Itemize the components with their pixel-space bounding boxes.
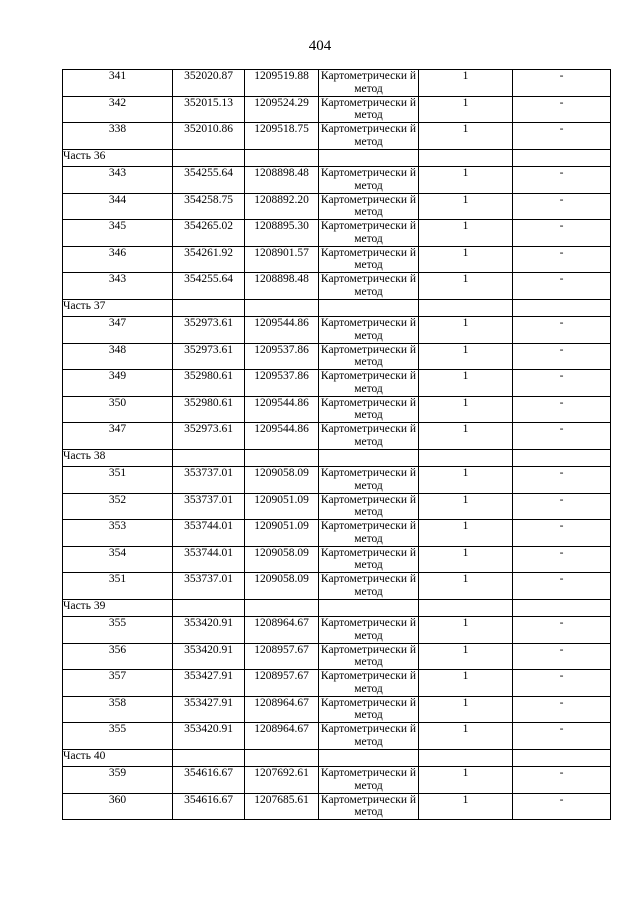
y-coordinate-cell: 1208892.20	[245, 193, 319, 220]
method-text: Картометрически й метод	[320, 220, 417, 245]
method-text: Картометрически й метод	[320, 520, 417, 545]
table-row	[63, 467, 611, 494]
method-cell	[319, 520, 419, 547]
x-coordinate-cell: 354265.02	[173, 220, 245, 247]
table-row	[63, 793, 611, 820]
table-row	[63, 370, 611, 397]
method-cell	[319, 220, 419, 247]
description-cell: -	[513, 723, 611, 750]
description-cell: -	[513, 573, 611, 600]
method-text: Картометрически й метод	[320, 493, 417, 518]
description-cell: -	[513, 70, 611, 97]
description-cell: -	[513, 643, 611, 670]
empty-cell	[245, 449, 319, 467]
empty-cell	[245, 149, 319, 167]
method-cell	[319, 617, 419, 644]
method-cell	[319, 273, 419, 300]
empty-cell	[513, 449, 611, 467]
y-coordinate-cell: 1209544.86	[245, 396, 319, 423]
part-label: Часть 40	[63, 749, 173, 767]
part-header-row	[63, 149, 611, 167]
part-header-row	[63, 749, 611, 767]
y-coordinate-cell: 1208957.67	[245, 643, 319, 670]
x-coordinate-cell: 353427.91	[173, 670, 245, 697]
method-text: Картометрически й метод	[320, 696, 417, 721]
x-coordinate-cell: 353744.01	[173, 520, 245, 547]
point-number-cell: 351	[63, 573, 173, 600]
accuracy-cell: 1	[419, 317, 513, 344]
table-row	[63, 573, 611, 600]
description-cell: -	[513, 546, 611, 573]
method-text: Картометрически й метод	[320, 193, 417, 218]
x-coordinate-cell: 352973.61	[173, 317, 245, 344]
accuracy-cell: 1	[419, 343, 513, 370]
y-coordinate-cell: 1209524.29	[245, 96, 319, 123]
table-row	[63, 343, 611, 370]
method-text: Картометрически й метод	[320, 123, 417, 148]
accuracy-cell: 1	[419, 793, 513, 820]
accuracy-cell: 1	[419, 520, 513, 547]
method-text: Картометрически й метод	[320, 617, 417, 642]
description-cell: -	[513, 396, 611, 423]
accuracy-cell: 1	[419, 96, 513, 123]
x-coordinate-cell: 352973.61	[173, 343, 245, 370]
table-row	[63, 670, 611, 697]
method-cell	[319, 246, 419, 273]
x-coordinate-cell: 353420.91	[173, 723, 245, 750]
x-coordinate-cell: 352010.86	[173, 123, 245, 150]
empty-cell	[245, 299, 319, 317]
table-row	[63, 123, 611, 150]
part-label: Часть 36	[63, 149, 173, 167]
y-coordinate-cell: 1209518.75	[245, 123, 319, 150]
method-text: Картометрически й метод	[320, 670, 417, 695]
coordinates-table-body	[63, 70, 611, 820]
table-row	[63, 246, 611, 273]
method-cell	[319, 423, 419, 450]
accuracy-cell: 1	[419, 246, 513, 273]
empty-cell	[513, 749, 611, 767]
accuracy-cell: 1	[419, 767, 513, 794]
x-coordinate-cell: 354261.92	[173, 246, 245, 273]
x-coordinate-cell: 352980.61	[173, 396, 245, 423]
part-label: Часть 39	[63, 599, 173, 617]
description-cell: -	[513, 520, 611, 547]
point-number-cell: 349	[63, 370, 173, 397]
y-coordinate-cell: 1209058.09	[245, 573, 319, 600]
empty-cell	[513, 299, 611, 317]
accuracy-cell: 1	[419, 220, 513, 247]
method-text: Картометрически й метод	[320, 246, 417, 271]
x-coordinate-cell: 353427.91	[173, 696, 245, 723]
x-coordinate-cell: 354616.67	[173, 767, 245, 794]
empty-cell	[173, 599, 245, 617]
x-coordinate-cell: 354616.67	[173, 793, 245, 820]
method-cell	[319, 343, 419, 370]
empty-cell	[513, 599, 611, 617]
x-coordinate-cell: 352015.13	[173, 96, 245, 123]
empty-cell	[173, 749, 245, 767]
accuracy-cell: 1	[419, 123, 513, 150]
method-cell	[319, 573, 419, 600]
table-row	[63, 317, 611, 344]
accuracy-cell: 1	[419, 423, 513, 450]
point-number-cell: 345	[63, 220, 173, 247]
table-row	[63, 767, 611, 794]
method-text: Картометрически й метод	[320, 767, 417, 792]
table-row	[63, 423, 611, 450]
accuracy-cell: 1	[419, 696, 513, 723]
part-label: Часть 38	[63, 449, 173, 467]
point-number-cell: 347	[63, 423, 173, 450]
y-coordinate-cell: 1208898.48	[245, 273, 319, 300]
accuracy-cell: 1	[419, 493, 513, 520]
description-cell: -	[513, 273, 611, 300]
method-cell	[319, 193, 419, 220]
table-row	[63, 396, 611, 423]
method-cell	[319, 546, 419, 573]
y-coordinate-cell: 1209537.86	[245, 370, 319, 397]
method-text: Картометрически й метод	[320, 723, 417, 748]
description-cell: -	[513, 246, 611, 273]
method-cell	[319, 793, 419, 820]
description-cell: -	[513, 670, 611, 697]
description-cell: -	[513, 96, 611, 123]
point-number-cell: 357	[63, 670, 173, 697]
method-text: Картометрически й метод	[320, 70, 417, 95]
empty-cell	[419, 449, 513, 467]
accuracy-cell: 1	[419, 70, 513, 97]
description-cell: -	[513, 220, 611, 247]
point-number-cell: 354	[63, 546, 173, 573]
point-number-cell: 343	[63, 273, 173, 300]
accuracy-cell: 1	[419, 546, 513, 573]
point-number-cell: 359	[63, 767, 173, 794]
method-text: Картометрически й метод	[320, 343, 417, 368]
x-coordinate-cell: 353420.91	[173, 617, 245, 644]
method-text: Картометрически й метод	[320, 370, 417, 395]
description-cell: -	[513, 370, 611, 397]
empty-cell	[419, 149, 513, 167]
point-number-cell: 341	[63, 70, 173, 97]
description-cell: -	[513, 696, 611, 723]
method-text: Картометрически й метод	[320, 167, 417, 192]
description-cell: -	[513, 123, 611, 150]
table-row	[63, 696, 611, 723]
method-cell	[319, 767, 419, 794]
method-cell	[319, 96, 419, 123]
point-number-cell: 358	[63, 696, 173, 723]
empty-cell	[173, 449, 245, 467]
accuracy-cell: 1	[419, 573, 513, 600]
y-coordinate-cell: 1207692.61	[245, 767, 319, 794]
part-header-row	[63, 299, 611, 317]
method-text: Картометрически й метод	[320, 96, 417, 121]
table-row	[63, 70, 611, 97]
method-text: Картометрически й метод	[320, 643, 417, 668]
point-number-cell: 351	[63, 467, 173, 494]
y-coordinate-cell: 1208964.67	[245, 696, 319, 723]
accuracy-cell: 1	[419, 617, 513, 644]
description-cell: -	[513, 317, 611, 344]
x-coordinate-cell: 353737.01	[173, 573, 245, 600]
method-text: Картометрически й метод	[320, 467, 417, 492]
table-row	[63, 493, 611, 520]
x-coordinate-cell: 352973.61	[173, 423, 245, 450]
table-row	[63, 520, 611, 547]
x-coordinate-cell: 352020.87	[173, 70, 245, 97]
y-coordinate-cell: 1209051.09	[245, 520, 319, 547]
empty-cell	[513, 149, 611, 167]
empty-cell	[319, 449, 419, 467]
table-row	[63, 96, 611, 123]
x-coordinate-cell: 353737.01	[173, 467, 245, 494]
x-coordinate-cell: 353744.01	[173, 546, 245, 573]
point-number-cell: 356	[63, 643, 173, 670]
empty-cell	[419, 299, 513, 317]
x-coordinate-cell: 352980.61	[173, 370, 245, 397]
empty-cell	[173, 299, 245, 317]
method-cell	[319, 123, 419, 150]
point-number-cell: 348	[63, 343, 173, 370]
description-cell: -	[513, 343, 611, 370]
y-coordinate-cell: 1209058.09	[245, 546, 319, 573]
x-coordinate-cell: 354258.75	[173, 193, 245, 220]
part-header-row	[63, 599, 611, 617]
accuracy-cell: 1	[419, 167, 513, 194]
y-coordinate-cell: 1209544.86	[245, 317, 319, 344]
y-coordinate-cell: 1208901.57	[245, 246, 319, 273]
point-number-cell: 360	[63, 793, 173, 820]
point-number-cell: 344	[63, 193, 173, 220]
method-text: Картометрически й метод	[320, 273, 417, 298]
description-cell: -	[513, 617, 611, 644]
point-number-cell: 342	[63, 96, 173, 123]
y-coordinate-cell: 1208957.67	[245, 670, 319, 697]
empty-cell	[173, 149, 245, 167]
description-cell: -	[513, 793, 611, 820]
table-row	[63, 643, 611, 670]
y-coordinate-cell: 1208964.67	[245, 723, 319, 750]
empty-cell	[419, 599, 513, 617]
table-row	[63, 220, 611, 247]
description-cell: -	[513, 423, 611, 450]
point-number-cell: 353	[63, 520, 173, 547]
y-coordinate-cell: 1209537.86	[245, 343, 319, 370]
method-cell	[319, 670, 419, 697]
y-coordinate-cell: 1208898.48	[245, 167, 319, 194]
y-coordinate-cell: 1208895.30	[245, 220, 319, 247]
accuracy-cell: 1	[419, 273, 513, 300]
table-row	[63, 546, 611, 573]
table-row	[63, 273, 611, 300]
method-text: Картометрически й метод	[320, 317, 417, 342]
y-coordinate-cell: 1208964.67	[245, 617, 319, 644]
description-cell: -	[513, 493, 611, 520]
x-coordinate-cell: 354255.64	[173, 273, 245, 300]
method-text: Картометрически й метод	[320, 546, 417, 571]
x-coordinate-cell: 353737.01	[173, 493, 245, 520]
description-cell: -	[513, 193, 611, 220]
accuracy-cell: 1	[419, 396, 513, 423]
method-cell	[319, 370, 419, 397]
table-row	[63, 617, 611, 644]
empty-cell	[245, 749, 319, 767]
method-cell	[319, 723, 419, 750]
description-cell: -	[513, 167, 611, 194]
accuracy-cell: 1	[419, 723, 513, 750]
point-number-cell: 355	[63, 617, 173, 644]
empty-cell	[245, 599, 319, 617]
method-text: Картометрически й метод	[320, 396, 417, 421]
method-text: Картометрически й метод	[320, 793, 417, 818]
accuracy-cell: 1	[419, 467, 513, 494]
method-cell	[319, 70, 419, 97]
empty-cell	[319, 599, 419, 617]
y-coordinate-cell: 1207685.61	[245, 793, 319, 820]
method-cell	[319, 467, 419, 494]
point-number-cell: 352	[63, 493, 173, 520]
point-number-cell: 347	[63, 317, 173, 344]
point-number-cell: 338	[63, 123, 173, 150]
y-coordinate-cell: 1209519.88	[245, 70, 319, 97]
point-number-cell: 350	[63, 396, 173, 423]
empty-cell	[419, 749, 513, 767]
accuracy-cell: 1	[419, 670, 513, 697]
y-coordinate-cell: 1209058.09	[245, 467, 319, 494]
part-label: Часть 37	[63, 299, 173, 317]
empty-cell	[319, 299, 419, 317]
method-cell	[319, 493, 419, 520]
method-cell	[319, 167, 419, 194]
method-text: Картометрически й метод	[320, 423, 417, 448]
y-coordinate-cell: 1209544.86	[245, 423, 319, 450]
point-number-cell: 355	[63, 723, 173, 750]
empty-cell	[319, 149, 419, 167]
method-cell	[319, 396, 419, 423]
accuracy-cell: 1	[419, 193, 513, 220]
description-cell: -	[513, 467, 611, 494]
method-cell	[319, 643, 419, 670]
page-number: 404	[308, 38, 332, 54]
x-coordinate-cell: 353420.91	[173, 643, 245, 670]
point-number-cell: 346	[63, 246, 173, 273]
table-row	[63, 193, 611, 220]
accuracy-cell: 1	[419, 643, 513, 670]
point-number-cell: 343	[63, 167, 173, 194]
method-text: Картометрически й метод	[320, 573, 417, 598]
y-coordinate-cell: 1209051.09	[245, 493, 319, 520]
method-cell	[319, 317, 419, 344]
description-cell: -	[513, 767, 611, 794]
table-row	[63, 723, 611, 750]
accuracy-cell: 1	[419, 370, 513, 397]
coordinates-table	[62, 69, 611, 820]
x-coordinate-cell: 354255.64	[173, 167, 245, 194]
table-row	[63, 167, 611, 194]
method-cell	[319, 696, 419, 723]
part-header-row	[63, 449, 611, 467]
empty-cell	[319, 749, 419, 767]
